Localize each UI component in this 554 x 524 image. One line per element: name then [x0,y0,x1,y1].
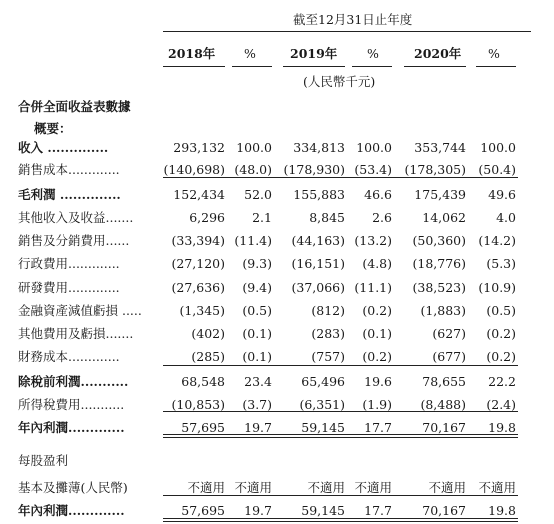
row-value: (18,776) [412,256,466,271]
row-value: 17.7 [364,503,392,518]
double-rule-eps-profit [163,518,518,522]
row-value: (0.2) [486,349,516,364]
row-value: 23.4 [244,374,272,389]
section-overview: 概要： [34,121,72,136]
row-value: (0.1) [242,326,272,341]
row-value: 14,062 [422,210,466,225]
row-value: 52.0 [244,187,272,202]
row-value: (9.3) [242,256,272,271]
row-label: 銷售成本............. [18,162,120,177]
row-value: 100.0 [236,140,272,155]
row-value: 19.7 [244,420,272,435]
period-header: 截至12月31日止年度 [293,12,413,27]
row-value: (677) [432,349,466,364]
row-value: (283) [311,326,345,341]
row-value: (178,930) [283,162,345,177]
row-value: (37,066) [291,280,345,295]
row-value: 不適用 [478,480,516,495]
row-value: (4.8) [362,256,392,271]
row-value: 46.6 [364,187,392,202]
row-value: 19.7 [244,503,272,518]
row-value: 不適用 [234,480,272,495]
row-value: (13.2) [354,233,392,248]
row-value: (50,360) [412,233,466,248]
row-value: (6,351) [299,397,345,412]
row-value: (3.7) [242,397,272,412]
row-value: 8,845 [309,210,345,225]
row-value: (27,636) [171,280,225,295]
row-value: 不適用 [354,480,392,495]
period-underline [163,31,531,32]
row-label: 毛利潤 .............. [18,187,121,202]
row-value: (10,853) [171,397,225,412]
row-value: 100.0 [480,140,516,155]
row-value: (627) [432,326,466,341]
unit-label: (人民幣千元) [303,74,376,89]
row-value: (11.1) [354,280,392,295]
row-value: (0.2) [362,303,392,318]
row-value: 4.0 [496,210,516,225]
row-label: 行政費用............. [18,256,120,271]
row-value: 65,496 [301,374,345,389]
row-value: 70,167 [422,503,466,518]
row-value: 49.6 [488,187,516,202]
row-value: (38,523) [412,280,466,295]
col-pct-2020: % [488,46,500,61]
row-value: 152,434 [173,187,225,202]
row-value: 68,548 [181,374,225,389]
year-underline-2020 [404,66,466,67]
rule-income-tax [163,411,518,412]
col-2020: 2020年 [414,46,462,61]
row-value: (757) [311,349,345,364]
row-value: 不適用 [307,480,345,495]
row-value: 175,439 [414,187,466,202]
row-value: 155,883 [293,187,345,202]
row-value: (5.3) [486,256,516,271]
row-value: (1,345) [179,303,225,318]
row-label: 年內利潤............. [18,420,125,435]
row-label: 金融資產減值虧損 ..... [18,303,142,318]
row-value: 19.6 [364,374,392,389]
row-value: 19.8 [488,503,516,518]
row-value: 353,744 [414,140,466,155]
row-value: (402) [191,326,225,341]
row-label: 銷售及分銷費用...... [18,233,130,248]
row-value: 59,145 [301,420,345,435]
rule-eps-basic [163,495,518,496]
row-value: (14.2) [478,233,516,248]
row-value: 59,145 [301,503,345,518]
pct-underline-2020 [476,66,516,67]
row-value: (11.4) [234,233,272,248]
row-value: 334,813 [293,140,345,155]
row-value: (16,151) [291,256,345,271]
pct-underline-2018 [232,66,272,67]
rule-cost-of-sales [163,177,518,178]
row-value: 19.8 [488,420,516,435]
col-2019: 2019年 [290,46,338,61]
row-label: 研發費用............. [18,280,120,295]
row-value: (140,698) [163,162,225,177]
row-value: (44,163) [291,233,345,248]
col-2018: 2018年 [168,46,216,61]
row-value: 不適用 [187,480,225,495]
row-label: 除稅前利潤........... [18,374,129,389]
row-value: 78,655 [422,374,466,389]
double-rule-profit [163,434,518,438]
col-pct-2019: % [367,46,379,61]
row-value: 100.0 [356,140,392,155]
row-value: (1.9) [362,397,392,412]
row-value: (2.4) [486,397,516,412]
row-value: 不適用 [428,480,466,495]
row-value: 22.2 [488,374,516,389]
row-label: 所得稅費用........... [18,397,125,412]
row-value: (0.1) [242,349,272,364]
row-value: (0.2) [362,349,392,364]
row-value: (53.4) [354,162,392,177]
year-underline-2019 [283,66,345,67]
row-label: 基本及攤薄(人民幣) [18,480,128,495]
row-label: 年內利潤............. [18,503,125,518]
row-value: (0.2) [486,326,516,341]
row-value: 70,167 [422,420,466,435]
row-label: 其他費用及虧損....... [18,326,134,341]
row-value: (9.4) [242,280,272,295]
row-value: (27,120) [171,256,225,271]
row-value: 293,132 [173,140,225,155]
row-value: (1,883) [420,303,466,318]
row-value: (178,305) [404,162,466,177]
section-eps: 每股盈利 [18,453,69,468]
year-underline-2018 [163,66,225,67]
col-pct-2018: % [244,46,256,61]
row-value: 2.1 [252,210,272,225]
row-value: (48.0) [234,162,272,177]
row-label: 其他收入及收益....... [18,210,134,225]
row-value: (285) [191,349,225,364]
row-value: (0.5) [242,303,272,318]
pct-underline-2019 [352,66,392,67]
row-value: 2.6 [372,210,392,225]
row-value: 6,296 [189,210,225,225]
row-value: (812) [311,303,345,318]
row-label: 收入 .............. [18,140,109,155]
row-value: (33,394) [171,233,225,248]
section-title: 合併全面收益表數據 [18,99,131,114]
row-value: (8,488) [420,397,466,412]
row-value: 17.7 [364,420,392,435]
row-value: (50.4) [478,162,516,177]
row-value: (0.1) [362,326,392,341]
rule-finance-cost [163,365,518,366]
row-label: 財務成本............. [18,349,120,364]
row-value: (10.9) [478,280,516,295]
row-value: (0.5) [486,303,516,318]
row-value: 57,695 [181,420,225,435]
row-value: 57,695 [181,503,225,518]
